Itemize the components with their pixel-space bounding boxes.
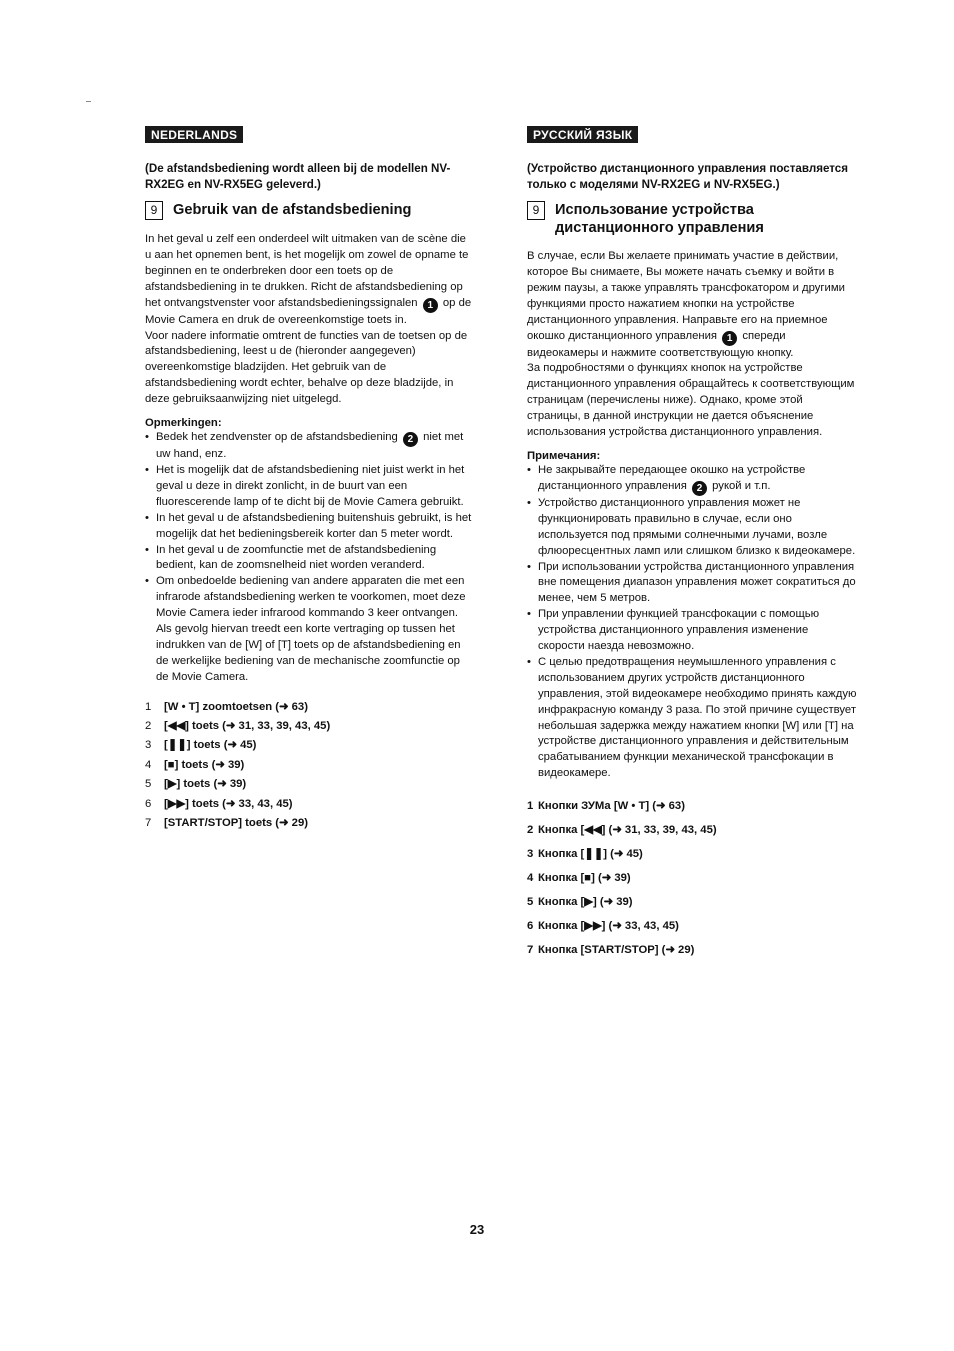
paragraph-2: За подробностями о функциях кнопок на устройстве дистанционного управления обращайтесь к соответствующим страницам (перечислены ниже). Однако, кроме этой страницы, в данной инструкции не дается объяснение использования устройства дистанционного управления.	[527, 362, 855, 439]
key-number: 4	[527, 872, 534, 885]
key-list	[145, 698, 475, 834]
key-text: [▶] toets (➜ 39)	[164, 778, 247, 791]
key-text: Кнопка [▶▶] (➜ 33, 43, 45)	[538, 920, 679, 933]
key-text: Кнопка [❚❚] (➜ 45)	[538, 848, 643, 861]
key-number: 4	[145, 758, 152, 771]
marker-1-icon: 1	[423, 298, 438, 313]
column-dutch	[145, 126, 475, 834]
language-tag: РУССКИЙ ЯЗЫК	[527, 126, 638, 143]
paragraph-1	[145, 232, 475, 329]
section-title: Gebruik van de afstandsbediening	[173, 202, 412, 218]
section-title: Использование устройства дистанционного управления	[555, 202, 764, 236]
key-number: 5	[145, 778, 152, 791]
key-number: 7	[527, 944, 534, 957]
key-item	[145, 736, 475, 755]
key-item	[527, 818, 857, 842]
key-item	[145, 698, 475, 717]
key-number: 1	[145, 700, 152, 713]
notes-title: Примечания:	[527, 449, 601, 462]
paragraph-1-part-a: In het geval u zelf een onderdeel wilt uitmaken van de scène die u aan het opnemen bent, is het mogelijk om zowel de opname te beginnen en te onderbreken door een toets op de afstandsbediening in te drukken. Richt de afstandsbediening op het ontvangstvenster voor afstandsbedieningssignalen	[145, 233, 469, 309]
key-list	[527, 794, 857, 962]
key-number: 2	[527, 824, 534, 837]
note-item: • Устройство дистанционного управления может не функционировать правильно в случае, если оно используется под прямыми солнечными лучами, возле флюоресцентных ламп или слишком близко к видеокамере.	[527, 496, 857, 560]
key-text: Кнопка [START/STOP] (➜ 29)	[538, 944, 695, 957]
key-text: Кнопка [■] (➜ 39)	[538, 872, 631, 885]
key-number: 3	[527, 848, 534, 861]
notes-title: Opmerkingen:	[145, 417, 222, 430]
paragraph-2: Voor nadere informatie omtrent de functies van de toetsen op de afstandsbediening, leest u de (hieronder aangegeven) overeenkomstige bladzijden. Het gebruik van de afstandsbediening wordt echter, behalve op deze bladzijde, in deze gebruiksaanwijzing niet uitgelegd.	[145, 329, 468, 406]
note-item	[527, 463, 857, 496]
key-item	[527, 938, 857, 962]
section-heading	[527, 201, 857, 237]
paragraph-1	[527, 249, 857, 361]
note-item: • При управлении функцией трансфокации с помощью устройства дистанционного управления изменение скорости наезда невозможно.	[527, 607, 857, 655]
key-text: Кнопки ЗУМа [W • T] (➜ 63)	[538, 800, 685, 813]
key-text: [W • T] zoomtoetsen (➜ 63)	[164, 700, 308, 713]
key-number: 2	[145, 720, 152, 733]
page-number: 23	[469, 1222, 485, 1237]
key-number: 1	[527, 800, 534, 813]
note-1-part-b: niet met uw hand, enz.	[156, 431, 464, 461]
note-item: • Het is mogelijk dat de afstandsbediening niet juist werkt in het geval u deze in direkt zonlicht, in de buurt van een fluorescerende lamp of te dicht bij de Movie Camera gebruikt.	[145, 463, 475, 511]
key-item	[145, 814, 475, 833]
key-item	[527, 914, 857, 938]
key-text: Кнопка [▶] (➜ 39)	[538, 896, 633, 909]
paragraph-1-part-b: op de Movie Camera en druk de overeenkomstige toets in.	[145, 296, 472, 326]
key-number: 7	[145, 817, 152, 830]
key-item	[145, 756, 475, 775]
key-number: 6	[527, 920, 534, 933]
note-1-part-a: Bedek het zendvenster op de afstandsbediening	[156, 431, 398, 444]
intro-note: (Устройство дистанционного управления поставляется только с моделями NV-RX2EG и NV-RX5EG.)	[527, 162, 849, 191]
key-text: [❚❚] toets (➜ 45)	[164, 739, 257, 752]
margin-mark	[86, 101, 91, 102]
key-number: 3	[145, 739, 152, 752]
key-item	[145, 775, 475, 794]
note-item: • Om onbedoelde bediening van andere apparaten die met een infrarode afstandsbediening werken te voorkomen, moet deze Movie Camera ieder infrarood kommando 3 keer ontvangen. Als gevolg hiervan treedt een korte vertraging op tussen het indrukken van de [W] of [T] toets op de afstandsbediening en de werkelijke bediening van de mechanische zoomfunctie op de Movie Camera.	[145, 574, 475, 685]
intro-note: (De afstandsbediening wordt alleen bij de modellen NV-RX2EG en NV-RX5EG geleverd.)	[145, 162, 451, 191]
key-number: 5	[527, 896, 534, 909]
section-heading	[145, 201, 475, 220]
key-item	[527, 842, 857, 866]
key-item	[527, 866, 857, 890]
key-item	[145, 717, 475, 736]
paragraph-1-part-b: спереди видеокамеры и нажмите соответствующую кнопку.	[527, 329, 794, 359]
section-number: 9	[527, 201, 545, 220]
key-text: [◀◀] toets (➜ 31, 33, 39, 43, 45)	[164, 720, 331, 733]
note-item: • In het geval u de afstandsbediening buitenshuis gebruikt, is het mogelijk dat het bedieningsbereik korter dan 5 meter wordt.	[145, 511, 475, 543]
notes-list	[527, 463, 857, 782]
note-1-part-b: рукой и т.п.	[712, 479, 771, 492]
note-item: • In het geval u de zoomfunctie met de afstandsbediening bedient, kan de zoomsnelheid niet worden veranderd.	[145, 543, 475, 575]
key-text: Кнопка [◀◀] (➜ 31, 33, 39, 43, 45)	[538, 824, 717, 837]
note-item	[145, 430, 475, 463]
key-item	[527, 890, 857, 914]
language-tag: NEDERLANDS	[145, 126, 243, 143]
marker-1-icon: 1	[722, 331, 737, 346]
paragraph-1-part-a: В случае, если Вы желаете принимать участие в действии, которое Вы снимаете, Вы можете начать съемку и войти в режим паузы, а также управлять трансфокатором и другими функциями просто нажатием кнопки на устройстве дистанционного управления. Направьте его на приемное окошко дистанционного управления	[527, 250, 845, 342]
key-text: [START/STOP] toets (➜ 29)	[164, 817, 308, 830]
key-item	[527, 794, 857, 818]
column-russian	[527, 126, 857, 962]
key-item	[145, 795, 475, 814]
section-number: 9	[145, 201, 163, 220]
key-number: 6	[145, 797, 152, 810]
key-text: [■] toets (➜ 39)	[164, 758, 245, 771]
note-1-part-a: Не закрывайте передающее окошко на устройстве дистанционного управления	[538, 463, 806, 492]
note-item: • При использовании устройства дистанционного управления вне помещения диапазон управления может сократиться до менее, чем 5 метров.	[527, 560, 857, 608]
marker-2-icon: 2	[692, 481, 707, 496]
key-text: [▶▶] toets (➜ 33, 43, 45)	[164, 797, 293, 810]
notes-list	[145, 430, 475, 686]
note-item: • С целью предотвращения неумышленного управления с использованием других устройств дистанционного управления, этой видеокамере необходимо принять каждую инфракрасную команду 3 раза. По этой причине существует небольшая задержка между нажатием кнопки [W] или [T] на устройстве дистанционного управления и действительным срабатыванием функции механической трансфокации в видеокамере.	[527, 655, 857, 782]
marker-2-icon: 2	[403, 432, 418, 447]
